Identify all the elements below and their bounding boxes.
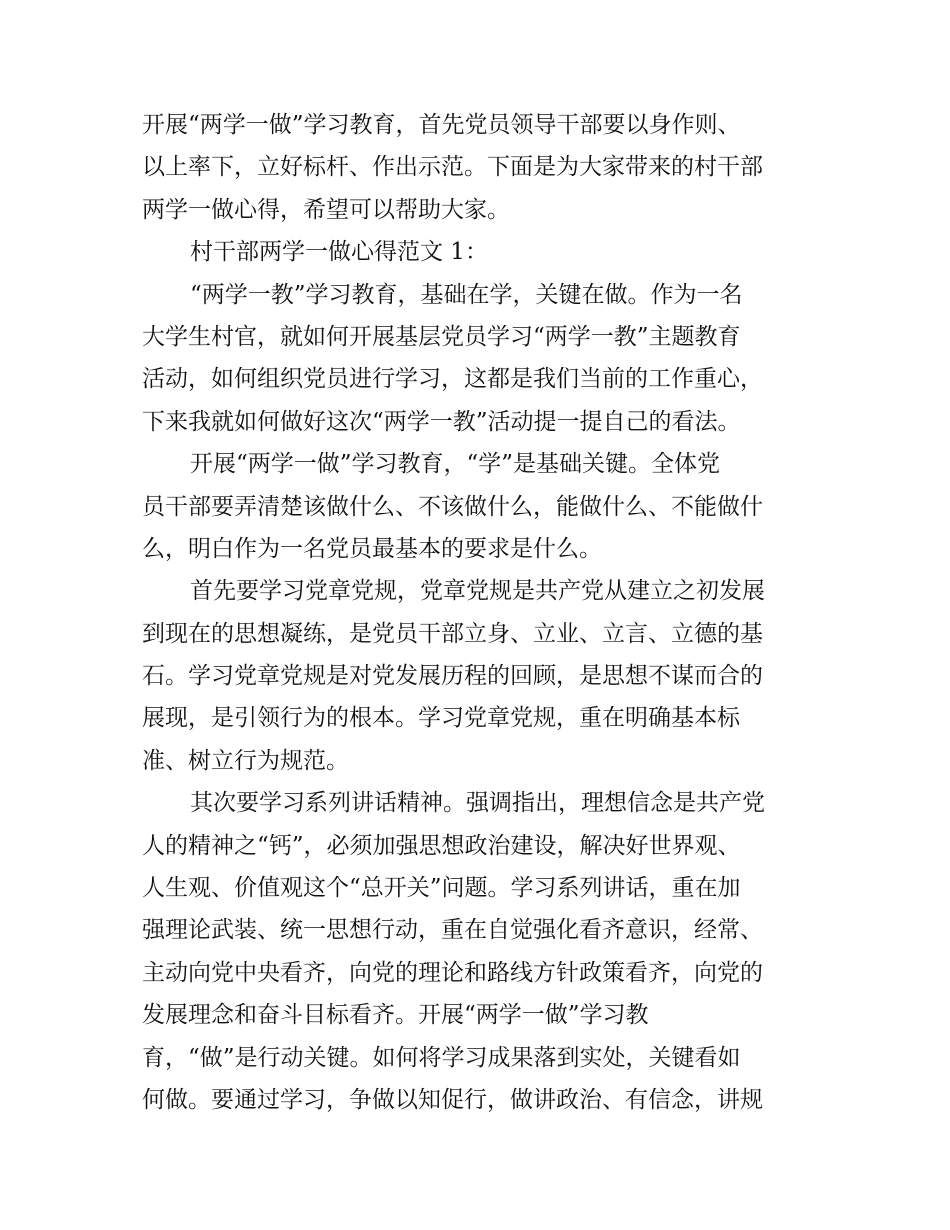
paragraph-line: 准、树立行为规范。 — [142, 747, 349, 774]
paragraph-line: 两学一做心得，希望可以帮助大家。 — [142, 196, 510, 223]
paragraph-line: 开展“两学一做”学习教育，首先党员领导干部要以身作则、 — [142, 112, 741, 138]
paragraph-line: 发展理念和奋斗目标看齐。开展“两学一做”学习教 — [142, 1002, 649, 1029]
document-body — [142, 104, 822, 1121]
section-heading: 村干部两学一做心得范文 1： — [190, 239, 488, 266]
paragraph-line: 以上率下，立好标杆、作出示范。下面是为大家带来的村干部 — [142, 154, 763, 181]
paragraph-line: 何做。要通过学习，争做以知促行，做讲政治、有信念，讲规 — [142, 1086, 763, 1113]
paragraph-line: 其次要学习系列讲话精神。强调指出，理想信念是共产党 — [190, 790, 765, 817]
paragraph-line: 首先要学习党章党规，党章党规是共产党从建立之初发展 — [190, 578, 765, 605]
paragraph-line: 到现在的思想凝练，是党员干部立身、立业、立言、立德的基 — [142, 620, 763, 647]
paragraph-line: “两学一教”学习教育，基础在学，关键在做。作为一名 — [190, 281, 743, 308]
paragraph-line: 活动，如何组织党员进行学习，这都是我们当前的工作重心， — [142, 366, 763, 393]
paragraph-line: 主动向党中央看齐，向党的理论和路线方针政策看齐，向党的 — [142, 959, 763, 986]
paragraph-line: 石。学习党章党规是对党发展历程的回顾，是思想不谋而合的 — [142, 663, 763, 690]
paragraph-line: 育，“做”是行动关键。如何将学习成果落到实处，关键看如 — [142, 1044, 741, 1071]
paragraph-line: 下来我就如何做好这次“两学一教”活动提一提自己的看法。 — [142, 408, 741, 435]
paragraph-line: 强理论武装、统一思想行动，重在自觉强化看齐意识，经常、 — [142, 917, 763, 944]
paragraph-line: 人的精神之“钙”，必须加强思想政治建设，解决好世界观、 — [142, 832, 741, 859]
paragraph-line: 展现，是引领行为的根本。学习党章党规，重在明确基本标 — [142, 705, 740, 732]
paragraph-line: 么，明白作为一名党员最基本的要求是什么。 — [142, 535, 602, 562]
paragraph-line: 员干部要弄清楚该做什么、不该做什么，能做什么、不能做什 — [142, 493, 763, 520]
paragraph-line: 开展“两学一做”学习教育，“学”是基础关键。全体党 — [190, 451, 721, 478]
paragraph-line: 人生观、价值观这个“总开关”问题。学习系列讲话，重在加 — [142, 875, 741, 902]
paragraph-line: 大学生村官，就如何开展基层党员学习“两学一教”主题教育 — [142, 323, 741, 350]
